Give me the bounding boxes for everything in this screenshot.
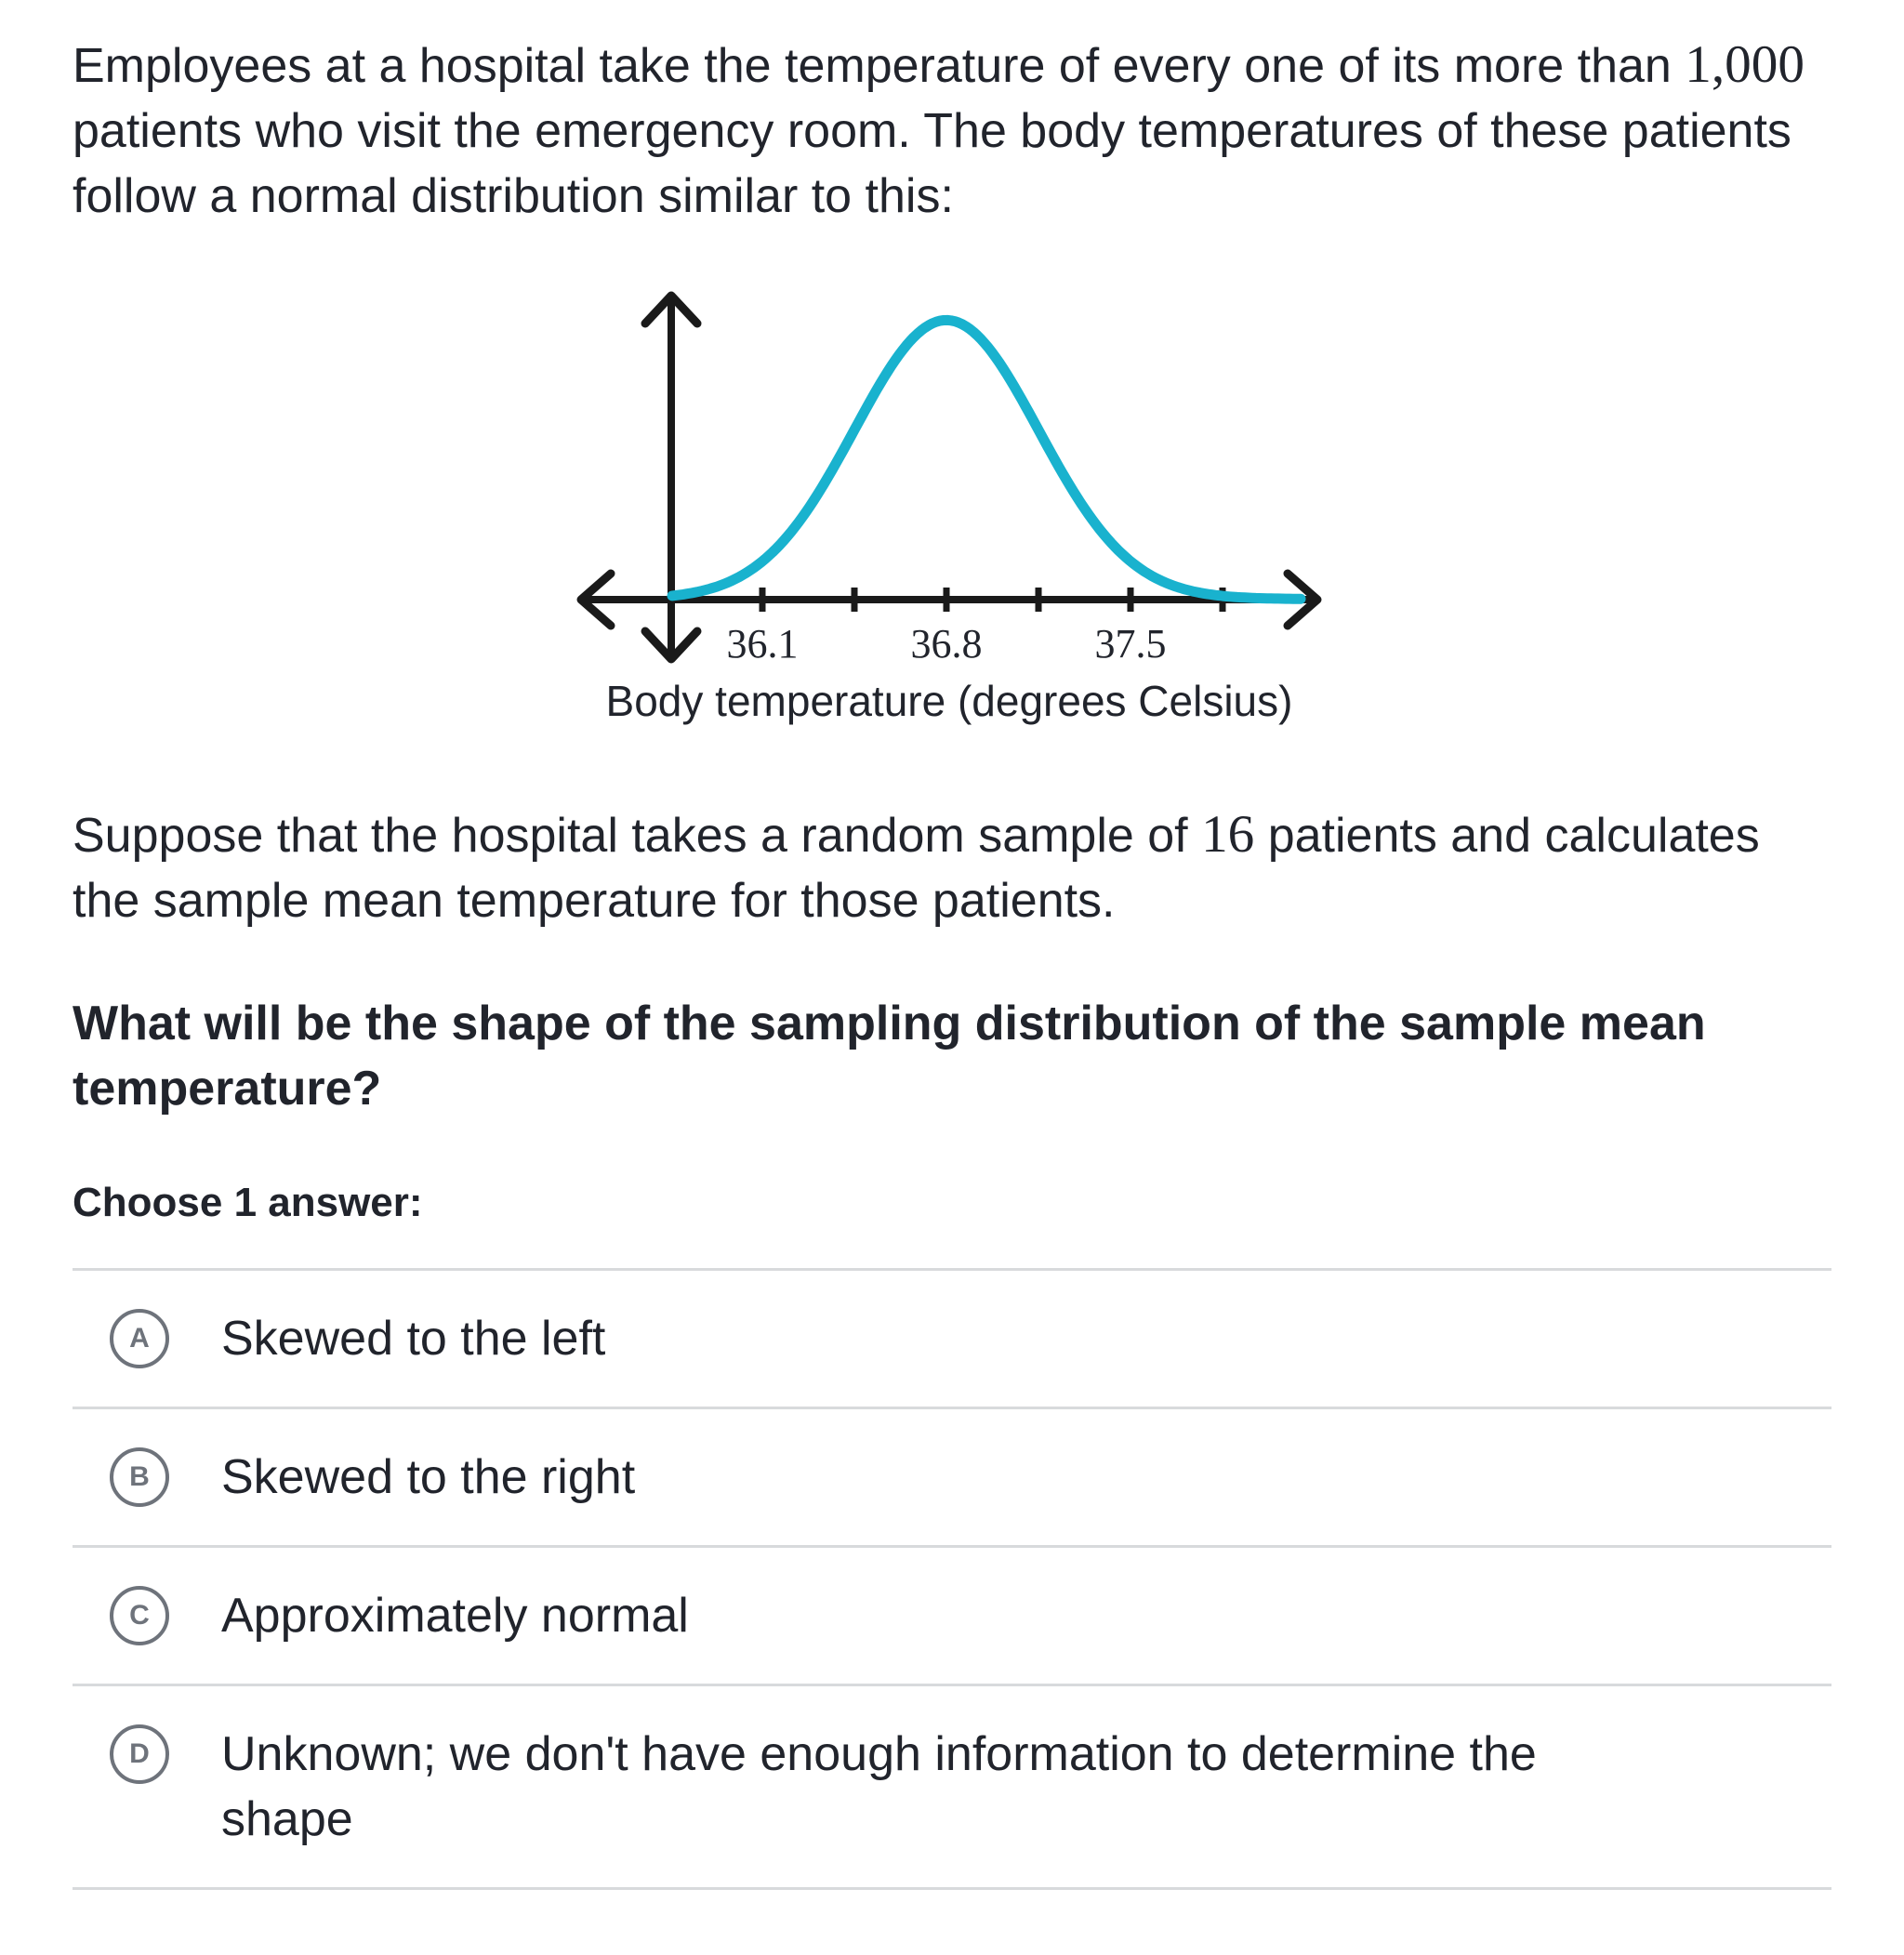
sample-paragraph bbox=[73, 803, 1830, 933]
answer-label-c: Approximately normal bbox=[221, 1589, 689, 1643]
radio-circle-b[interactable]: B bbox=[110, 1447, 169, 1507]
intro-paragraph bbox=[73, 33, 1830, 229]
choose-answer-label: Choose 1 answer: bbox=[73, 1180, 423, 1225]
exercise-question-panel bbox=[0, 33, 1904, 1890]
radio-circle-d[interactable]: D bbox=[110, 1724, 169, 1784]
answer-option-d[interactable] bbox=[73, 1684, 1831, 1890]
x-tick-label: 36.1 bbox=[726, 621, 799, 667]
answer-label-d: Unknown; we don't have enough information to determine the shape bbox=[221, 1727, 1537, 1846]
answer-option-a[interactable] bbox=[73, 1268, 1831, 1407]
answer-label-b: Skewed to the right bbox=[221, 1450, 636, 1504]
radio-circle-a[interactable]: A bbox=[110, 1309, 169, 1368]
x-tick-label: 36.8 bbox=[910, 621, 983, 667]
sample-text-after: patients and calculates the sample mean temperature for those patients. bbox=[73, 809, 1760, 928]
normal-curve bbox=[672, 320, 1301, 599]
intro-text-before: Employees at a hospital take the temperature of every one of its more than bbox=[73, 39, 1686, 93]
sample-size-number: 16 bbox=[1201, 805, 1255, 864]
sample-text-before: Suppose that the hospital takes a random sample of bbox=[73, 809, 1202, 863]
question-prompt: What will be the shape of the sampling distribution of the sample mean temperature? bbox=[73, 997, 1706, 1116]
answer-option-c[interactable] bbox=[73, 1545, 1831, 1684]
x-axis-tick-labels bbox=[727, 621, 1167, 667]
answer-options-list bbox=[73, 1268, 1831, 1890]
radio-circle-c[interactable]: C bbox=[110, 1586, 169, 1645]
answer-label-a: Skewed to the left bbox=[221, 1312, 606, 1366]
intro-text-after: patients who visit the emergency room. The body temperatures of these patients follow a normal distribution similar to this: bbox=[73, 104, 1792, 223]
answer-option-b[interactable] bbox=[73, 1407, 1831, 1545]
normal-distribution-figure bbox=[521, 271, 1339, 736]
x-tick-label: 37.5 bbox=[1094, 621, 1167, 667]
x-axis-title: Body temperature (degrees Celsius) bbox=[605, 677, 1293, 725]
population-size-number: 1,000 bbox=[1685, 35, 1805, 94]
normal-distribution-chart bbox=[521, 271, 1339, 736]
